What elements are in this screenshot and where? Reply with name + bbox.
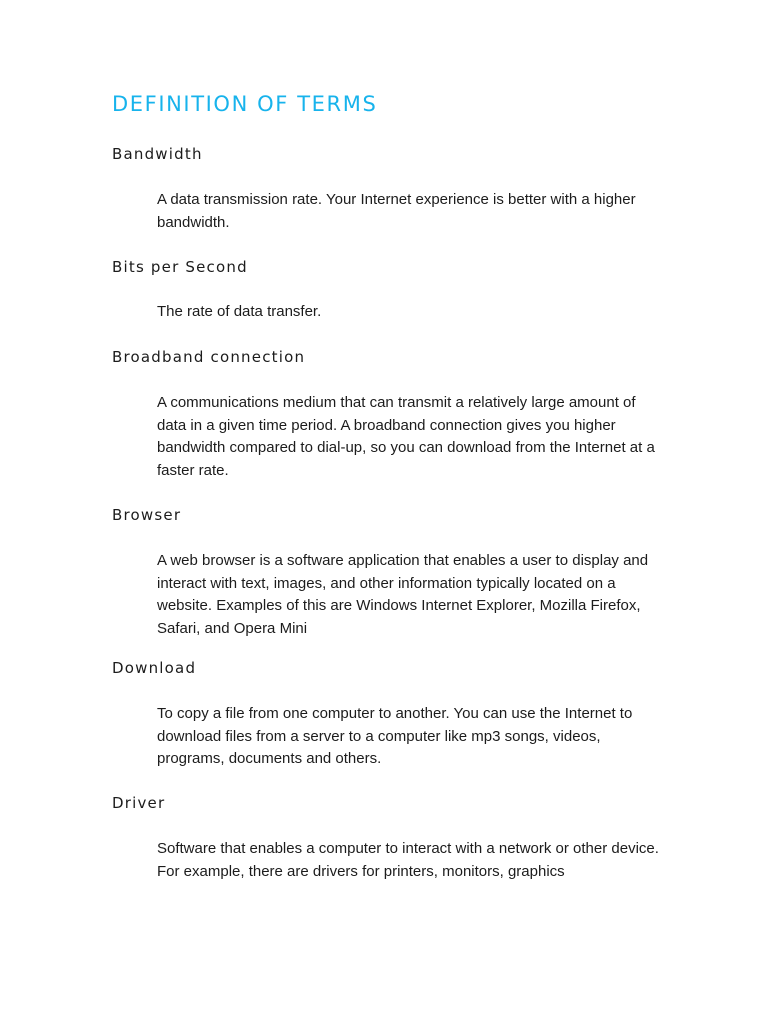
term-heading-driver: Driver — [112, 794, 166, 812]
term-heading-broadband-connection: Broadband connection — [112, 348, 306, 366]
term-definition-bits-per-second: The rate of data transfer. — [157, 303, 322, 320]
term-heading-bits-per-second: Bits per Second — [112, 258, 248, 276]
page-title: DEFINITION OF TERMS — [112, 92, 378, 116]
term-heading-bandwidth: Bandwidth — [112, 145, 203, 163]
term-heading-browser: Browser — [112, 506, 182, 524]
term-definition-browser: A web browser is a software application that enables a user to display and interact with text, images, and other information typically located on a website. Examples of this are Windows Internet Explorer, Mozilla Firefox, Safari, and Opera Mini — [157, 552, 649, 637]
term-heading-download: Download — [112, 659, 197, 677]
term-definition-bandwidth: A data transmission rate. Your Internet experience is better with a higher bandwidth. — [157, 191, 636, 231]
term-definition-broadband-connection: A communications medium that can transmit a relatively large amount of data in a given time period. A broadband connection gives you higher bandwidth compared to dial-up, so you can download from the Internet at a faster rate. — [157, 394, 655, 479]
term-definition-driver: Software that enables a computer to interact with a network or other device. For example, there are drivers for printers, monitors, graphics — [157, 840, 659, 880]
term-definition-download: To copy a file from one computer to another. You can use the Internet to download files from a server to a computer like mp3 songs, videos, programs, documents and others. — [157, 705, 633, 767]
